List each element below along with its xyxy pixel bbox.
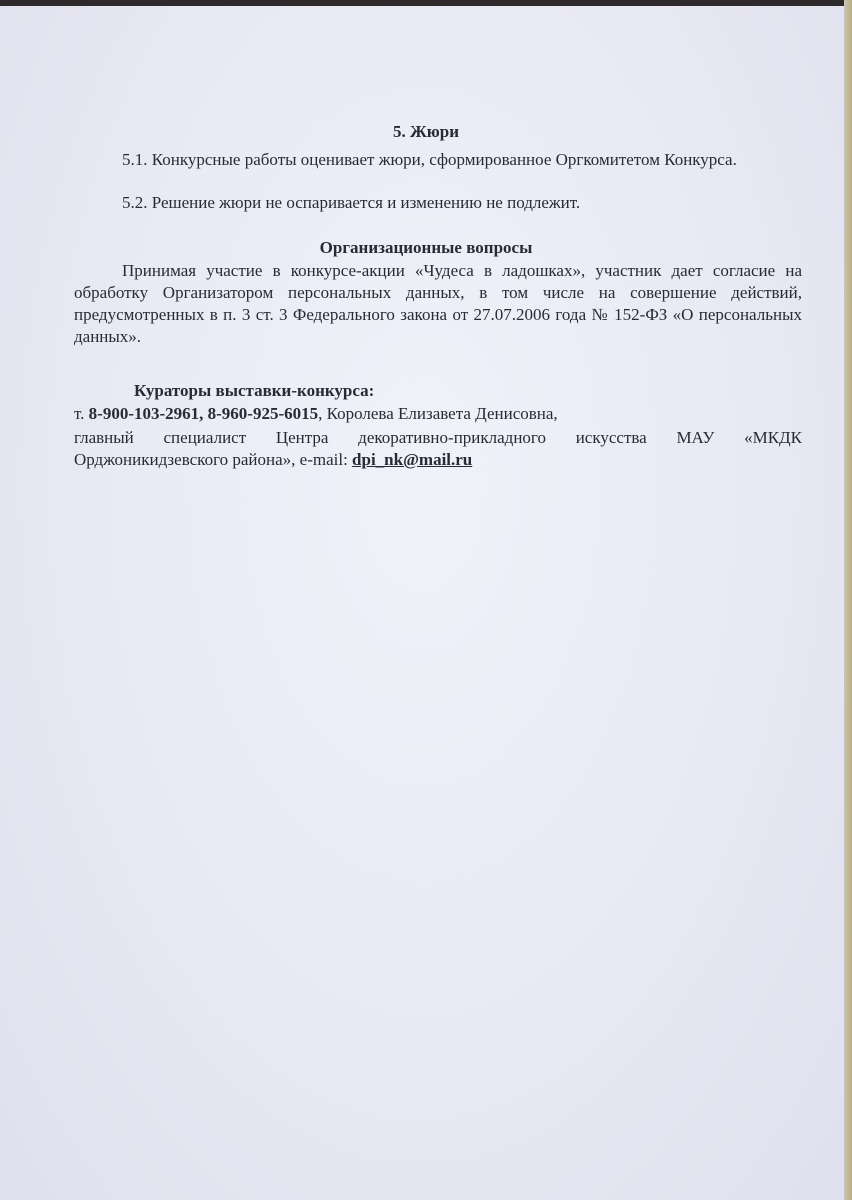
curator-email-link[interactable]: dpi_nk@mail.ru [352,450,473,469]
phone-prefix: т. [74,404,89,423]
curator-position-text: главный специалист Центра декоративно-прикладного искусства МАУ «МКДК Орджоникидзевского района», e-mail: [74,428,802,469]
curators-title: Кураторы выставки-конкурса: [134,381,375,400]
jury-paragraph-1-text: 5.1. Конкурсные работы оценивает жюри, сформированное Оргкомитетом Конкурса. [122,150,737,169]
curators-contact-line [74,403,558,425]
jury-paragraph-1 [74,149,802,171]
jury-title: 5. Жюри [392,122,460,141]
document-page [0,6,844,1200]
scan-edge-right [844,0,852,1200]
curator-phones: 8-900-103-2961, 8-960-925-6015 [88,404,319,423]
curators-position [74,427,802,471]
org-paragraph [74,260,802,348]
org-paragraph-text: Принимая участие в конкурсе-акции «Чудеса в ладошках», участник дает согласие на обработку Организатором персональных данных, в том числе на совершение действий, предусмотренных в п. 3 ст. 3 Федерального закона от 27.07.2006 года № 152-ФЗ «О персональных данных». [74,261,802,346]
curator-name: , Королева Елизавета Денисовна, [318,404,558,423]
jury-paragraph-2-text: 5.2. Решение жюри не оспаривается и изменению не подлежит. [122,193,581,212]
org-title: Организационные вопросы [319,238,533,257]
jury-paragraph-2 [74,192,802,214]
